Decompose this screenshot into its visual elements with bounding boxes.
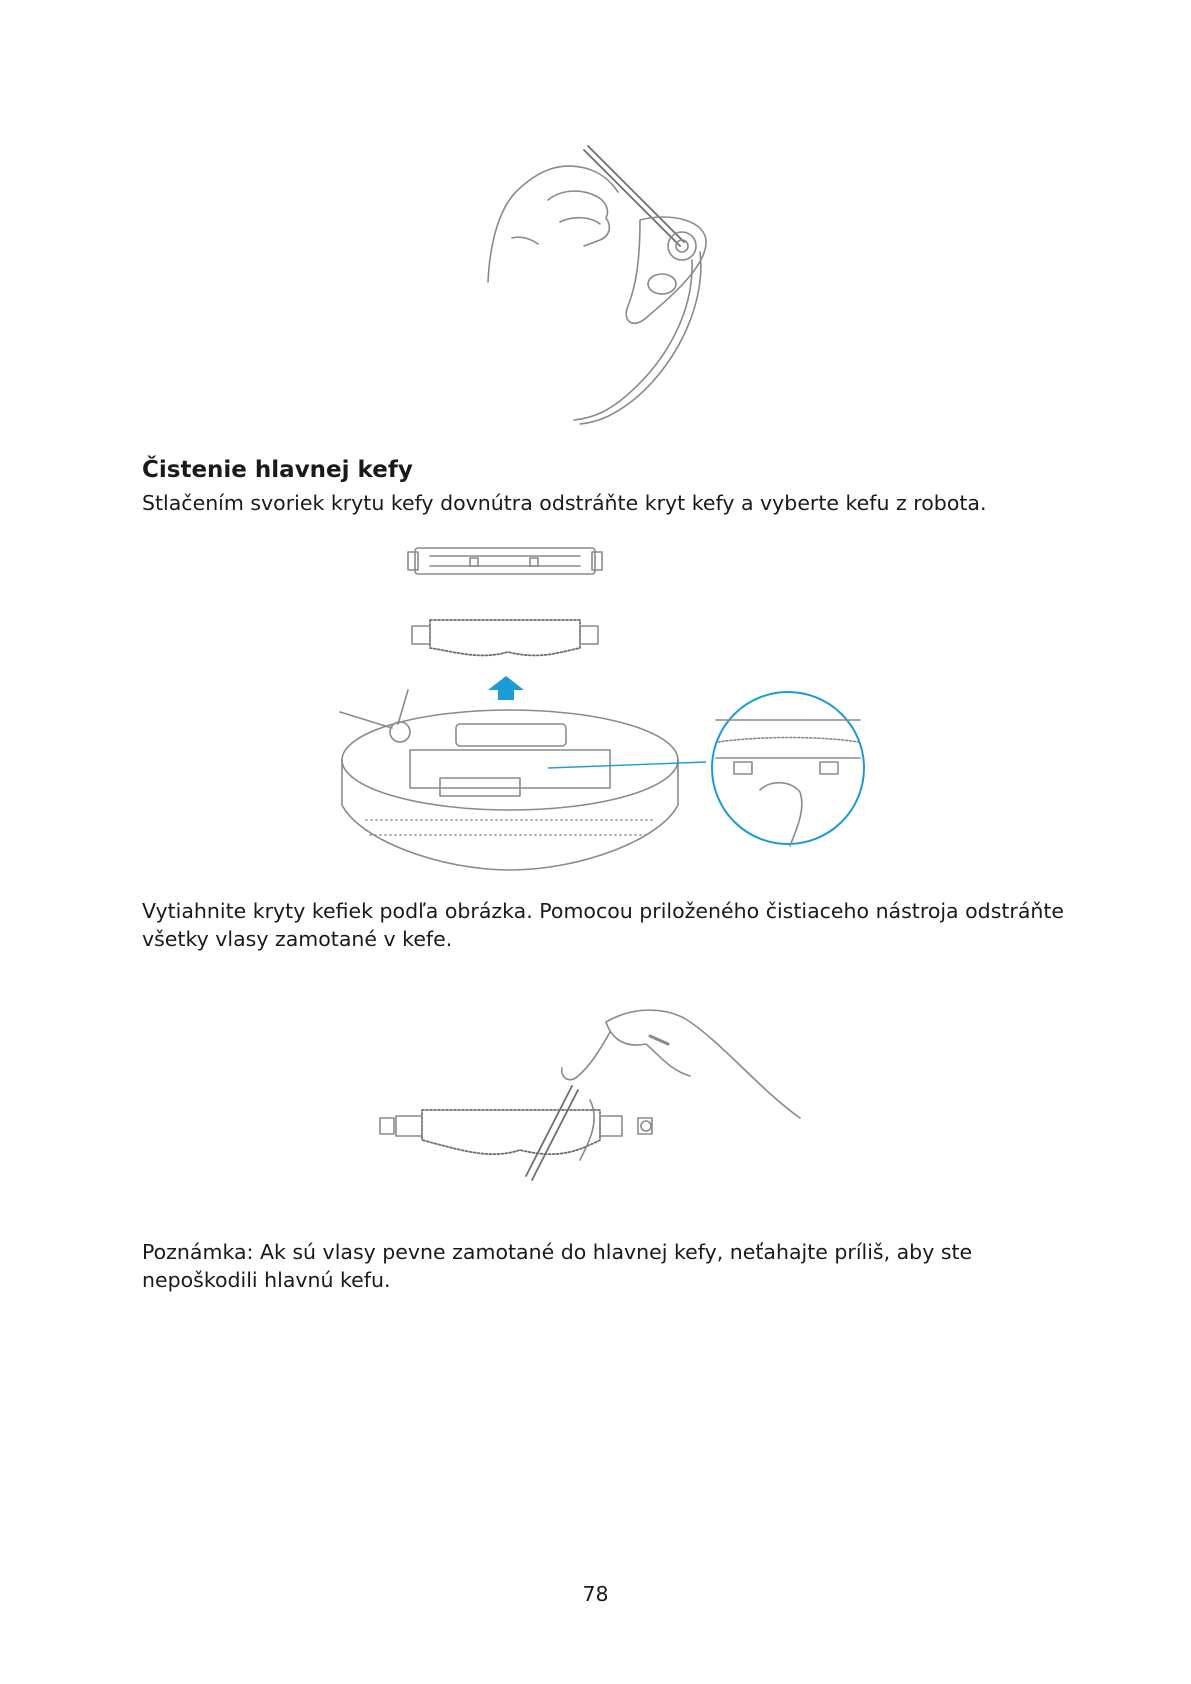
instruction-paragraph-1: Stlačením svoriek krytu kefy dovnútra odstráňte kryt kefy a vyberte kefu z robota. xyxy=(142,491,987,515)
section-heading: Čistenie hlavnej kefy xyxy=(142,457,413,483)
note-line-2: nepoškodili hlavnú kefu. xyxy=(142,1268,391,1292)
page-number: 78 xyxy=(582,1582,609,1606)
instruction-paragraph-2-line-1: Vytiahnite kryty kefiek podľa obrázka. Pomocou priloženého čistiaceho nástroja odstráňte xyxy=(142,899,1065,923)
note-line-1: Poznámka: Ak sú vlasy pevne zamotané do hlavnej kefy, neťahajte príliš, aby ste xyxy=(142,1240,973,1264)
instruction-paragraph-2-line-2: všetky vlasy zamotané v kefe. xyxy=(142,927,453,951)
note-paragraph xyxy=(142,1238,972,1294)
instruction-paragraph-2 xyxy=(142,897,1064,953)
